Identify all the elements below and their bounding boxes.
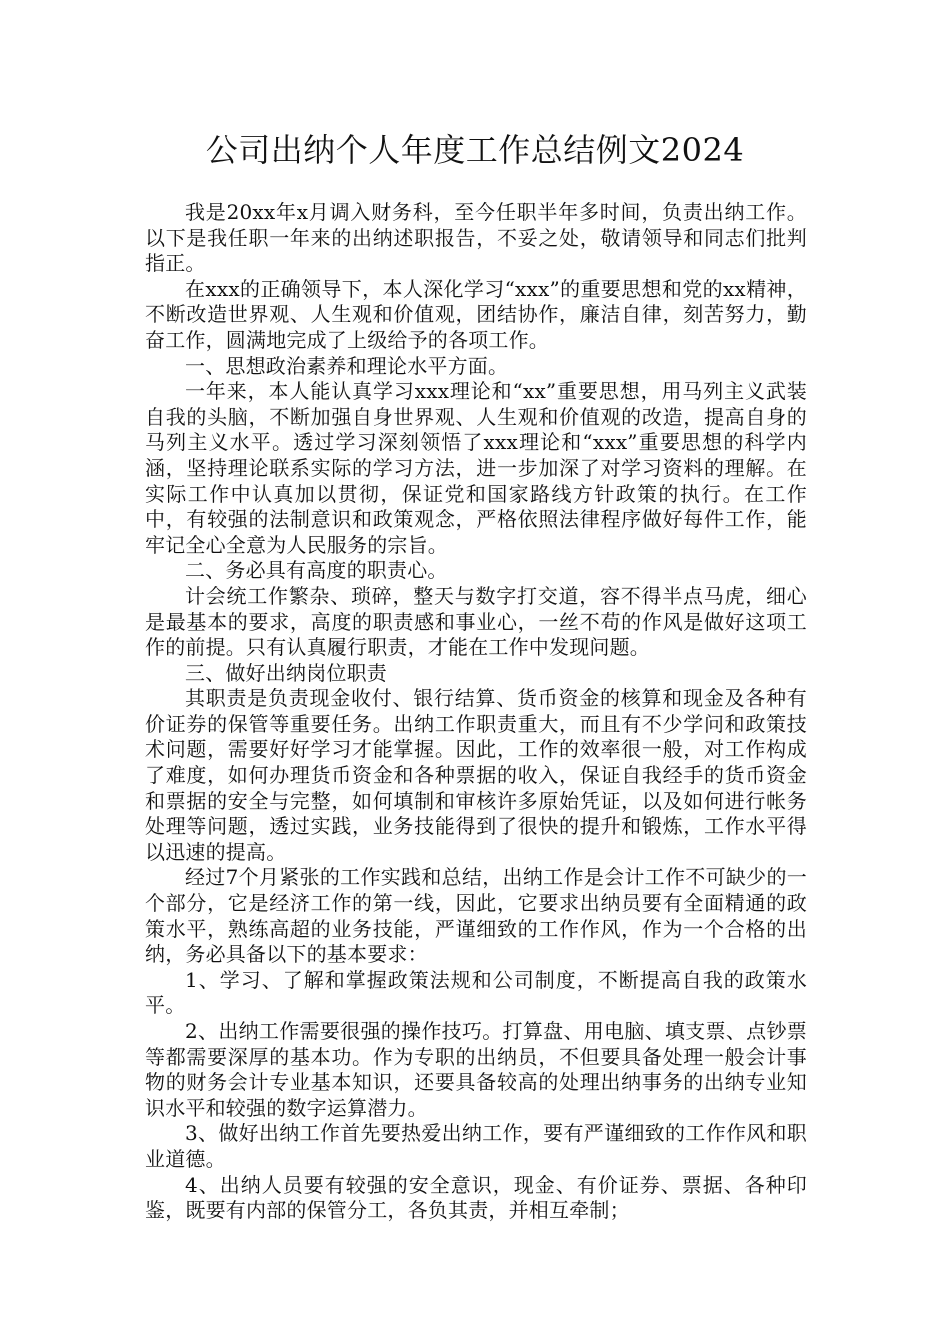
paragraph-requirements: 经过7个月紧张的工作实践和总结，出纳工作是会计工作不可缺少的一个部分，它是经济工作的第一线，因此，它要求出纳员要有全面精通的政策水平，熟练高超的业务技能，严谨细致的工作作风，作为一个合格的出纳，务必具备以下的基本要求： — [145, 865, 807, 967]
paragraph-theory-study: 一年来，本人能认真学习xxx理论和“xx”重要思想，用马列主义武装自我的头脑，不断加强自身世界观、人生观和价值观的改造，提高自身的马列主义水平。透过学习深刻领悟了xxx理论和“xxx”重要思想的科学内涵，坚持理论联系实际的学习方法，进一步加深了对学习资料的理解。在实际工作中认真加以贯彻，保证党和国家路线方针政策的执行。在工作中，有较强的法制意识和政策观念，严格依照法律程序做好每件工作，能牢记全心全意为人民服务的宗旨。 — [145, 379, 807, 557]
paragraph-leadership: 在xxx的正确领导下，本人深化学习“xxx”的重要思想和党的xx精神，不断改造世界观、人生观和价值观，团结协作，廉洁自律，刻苦努力，勤奋工作，圆满地完成了上级给予的各项工作。 — [145, 276, 807, 352]
list-item-4: 4、出纳人员要有较强的安全意识，现金、有价证券、票据、各种印鉴，既要有内部的保管分工，各负其责，并相互牵制； — [145, 1172, 807, 1223]
paragraph-duties: 其职责是负责现金收付、银行结算、货币资金的核算和现金及各种有价证券的保管等重要任务。出纳工作职责重大，而且有不少学问和政策技术问题，需要好好学习才能掌握。因此，工作的效率很一般，对工作构成了难度，如何办理货币资金和各种票据的收入，保证自我经手的货币资金和票据的安全与完整，如何填制和审核许多原始凭证，以及如何进行帐务处理等问题，透过实践，业务技能得到了很快的提升和锻炼，工作水平得以迅速的提高。 — [145, 686, 807, 864]
list-item-3: 3、做好出纳工作首先要热爱出纳工作，要有严谨细致的工作作风和职业道德。 — [145, 1121, 807, 1171]
document-body — [145, 200, 807, 1224]
section-heading-2: 二、务必具有高度的职责心。 — [185, 558, 448, 583]
paragraph-intro: 我是20xx年x月调入财务科，至今任职半年多时间，负责出纳工作。以下是我任职一年来的出纳述职报告，不妥之处，敬请领导和同志们批判指正。 — [145, 200, 807, 276]
list-item-1: 1、学习、了解和掌握政策法规和公司制度，不断提高自我的政策水平。 — [145, 967, 807, 1018]
list-item-2: 2、出纳工作需要很强的操作技巧。打算盘、用电脑、填支票、点钞票等都需要深厚的基本功。作为专职的出纳员，不但要具备处理一般会计事物的财务会计专业基本知识，还要具备较高的处理出纳事务的出纳专业知识水平和较强的数字运算潜力。 — [145, 1019, 807, 1120]
section-heading-3: 三、做好出纳岗位职责 — [185, 660, 387, 685]
document-title: 公司出纳个人年度工作总结例文2024 — [205, 131, 745, 169]
paragraph-responsibility: 计会统工作繁杂、琐碎，整天与数字打交道，容不得半点马虎，细心是最基本的要求，高度的职责感和事业心，一丝不苟的作风是做好这项工作的前提。只有认真履行职责，才能在工作中发现问题。 — [145, 583, 807, 660]
section-heading-1: 一、思想政治素养和理论水平方面。 — [185, 353, 509, 378]
